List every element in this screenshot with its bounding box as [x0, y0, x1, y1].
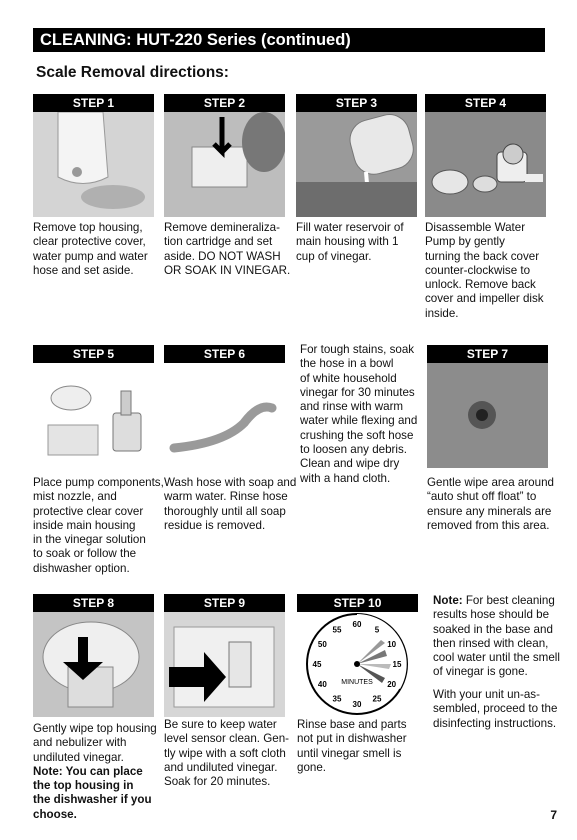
- tough-stains-text: For tough stains, soak the hose in a bowl of white household vinegar for 30 minutes and rinse with warm water while flexing and crushing the soft hose to loosen any debris. Clean and wipe dry with a hand cloth.: [300, 343, 418, 485]
- section-header: CLEANING: HUT-220 Series (continued): [33, 28, 545, 52]
- step-6-text: Wash hose with soap and warm water. Rinse hose thoroughly until all soap residue is removed.: [164, 476, 297, 532]
- final-note-body: For best cleaning results hose should be soaked in the base and then rinsed with clean, cool water until the smell of vinegar is gone.: [433, 594, 560, 679]
- clock-number: 60: [352, 620, 362, 629]
- section-subtitle: Scale Removal directions:: [36, 64, 229, 81]
- step-8-body: Gently wipe top housing and nebulizer with undiluted vinegar.: [33, 722, 157, 764]
- clock-number: 55: [332, 625, 342, 635]
- clock-number: 40: [317, 680, 327, 689]
- step-3-text: Fill water reservoir of main housing with 1 cup of vinegar.: [296, 221, 404, 263]
- step-8-label: STEP 8: [33, 594, 154, 612]
- step-4: [425, 94, 546, 217]
- clock-number: 30: [352, 700, 362, 709]
- step-2-photo: [164, 112, 285, 217]
- step-2-text: Remove demineraliza- tion cartridge and set aside. DO NOT WASH OR SOAK IN VINEGAR.: [164, 221, 291, 277]
- step-9-label: STEP 9: [164, 594, 285, 612]
- step-3: [296, 94, 417, 217]
- step-8-photo: [33, 612, 154, 717]
- step-5-photo: [33, 363, 154, 468]
- step-3-label: STEP 3: [296, 94, 417, 112]
- step-10-label: STEP 10: [297, 594, 418, 612]
- clock-label: MINUTES: [341, 679, 373, 686]
- step-7-photo: [427, 363, 548, 468]
- step-8: [33, 594, 154, 717]
- step-2-label: STEP 2: [164, 94, 285, 112]
- step-10-clock: [297, 612, 418, 717]
- step-9-text: Be sure to keep water level sensor clean. Gen- tly wipe with a soft cloth and undiluted vinegar. Soak for 20 minutes.: [164, 718, 290, 789]
- step-4-photo: [425, 112, 546, 217]
- step-7-label: STEP 7: [427, 345, 548, 363]
- step-5: [33, 345, 154, 468]
- step-6: [164, 345, 285, 468]
- clock-number: 5: [374, 625, 380, 635]
- step-9: [164, 594, 285, 717]
- final-note-label: Note:: [433, 594, 463, 607]
- step-2: [164, 94, 285, 217]
- step-7-text: Gentle wipe area around “auto shut off float” to ensure any minerals are removed from this area.: [427, 476, 554, 532]
- clock-number: 20: [387, 680, 397, 689]
- step-8-text: [33, 722, 157, 822]
- clock-number: 50: [317, 640, 327, 649]
- step-7: [427, 345, 548, 468]
- step-1-photo: [33, 112, 154, 217]
- step-10-text: Rinse base and parts not put in dishwasher until vinegar smell is gone.: [297, 718, 407, 774]
- step-1: [33, 94, 154, 217]
- step-6-photo: [164, 363, 285, 468]
- step-6-label: STEP 6: [164, 345, 285, 363]
- step-9-photo: [164, 612, 285, 717]
- clock-number: 25: [372, 694, 382, 704]
- step-8-note: Note: You can place the top housing in the dishwasher if you choose.: [33, 764, 152, 821]
- page-number: 7: [550, 808, 557, 822]
- clock-number: 35: [332, 694, 342, 704]
- step-1-label: STEP 1: [33, 94, 154, 112]
- step-4-text: Disassemble Water Pump by gently turning the back cover counter-clockwise to unlock. Remove back cover and impeller disk inside.: [425, 221, 544, 320]
- clock-number: 10: [387, 640, 397, 649]
- step-4-label: STEP 4: [425, 94, 546, 112]
- final-note: [433, 594, 560, 680]
- clock-number: 45: [312, 660, 322, 669]
- step-3-photo: [296, 112, 417, 217]
- clock-number: 15: [392, 660, 402, 669]
- step-1-text: Remove top housing, clear protective cover, water pump and water hose and set aside.: [33, 221, 148, 277]
- step-5-label: STEP 5: [33, 345, 154, 363]
- final-note-2: With your unit un-as- sembled, proceed to the disinfecting instructions.: [433, 688, 558, 730]
- step-10: [297, 594, 418, 717]
- step-5-text: Place pump components, mist nozzle, and protective clear cover inside main housing in the vinegar solution to soak or follow the dishwasher option.: [33, 476, 164, 575]
